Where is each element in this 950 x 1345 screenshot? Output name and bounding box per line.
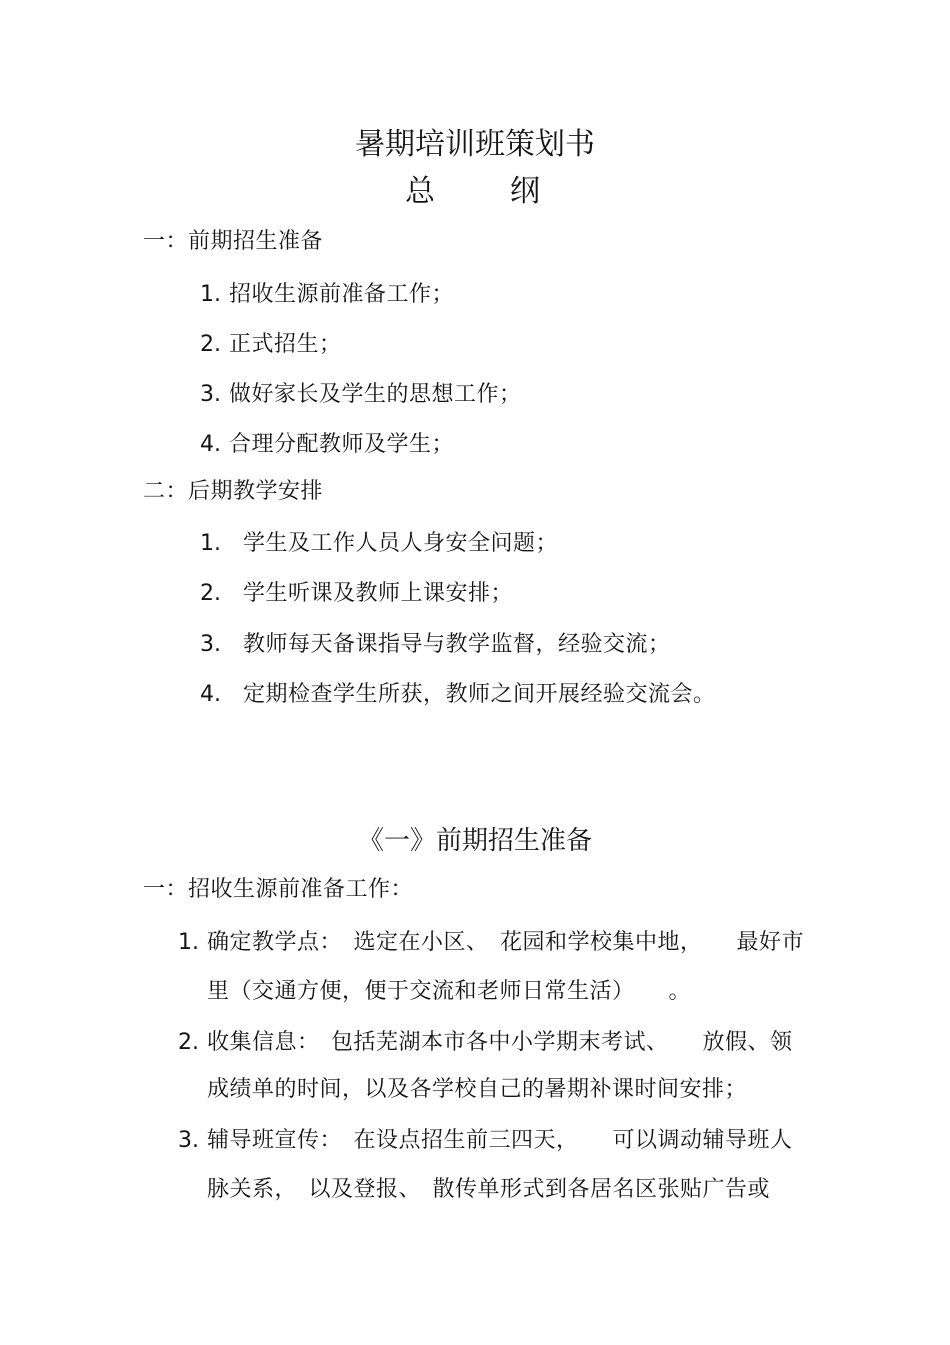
- outline-part2-item-text: 定期检查学生所获，教师之间开展经验交流会。: [243, 682, 716, 707]
- subtitle-char-1: 总: [405, 174, 435, 209]
- outline-part2-item-num: 2.: [200, 581, 221, 606]
- section-title: 《一》前期招生准备: [357, 826, 592, 856]
- section1-item-num: 1.: [178, 930, 199, 955]
- outline-part2-item-text: 学生听课及教师上课安排；: [243, 581, 514, 606]
- section1-item-num: 3.: [178, 1128, 199, 1153]
- document-title: 暑期培训班策划书: [355, 127, 595, 162]
- outline-part2-item-text: 教师每天备课指导与教学监督，经验交流；: [243, 632, 671, 657]
- outline-part2-item-num: 3.: [200, 632, 221, 657]
- outline-part2-item-text: 学生及工作人员人身安全问题；: [243, 531, 559, 556]
- section1-item-num: 2.: [178, 1030, 199, 1055]
- section1-item-line: 成绩单的时间，以及各学校自己的暑期补课时间安排；: [207, 1077, 748, 1102]
- outline-part1-item-num: 2.: [200, 332, 221, 357]
- section1-item-line: 收集信息： 包括芜湖本市各中小学期末考试、 放假、领: [207, 1030, 793, 1055]
- outline-part1-item-num: 4.: [200, 432, 221, 457]
- outline-part1-item-text: 招收生源前准备工作；: [229, 282, 455, 307]
- outline-part1-item-text: 合理分配教师及学生；: [229, 432, 455, 457]
- outline-part1-item-text: 做好家长及学生的思想工作；: [229, 382, 522, 407]
- section1-item-line: 里（交通方便，便于交流和老师日常生活） 。: [207, 979, 692, 1004]
- outline-part1-item-num: 3.: [200, 382, 221, 407]
- section1-heading: 一：招收生源前准备工作：: [143, 877, 414, 902]
- outline-part1-item-num: 1.: [200, 282, 221, 307]
- outline-part1-heading: 一：前期招生准备: [143, 229, 324, 254]
- outline-part1-item-text: 正式招生；: [229, 332, 342, 357]
- outline-part2-item-num: 4.: [200, 682, 221, 707]
- section1-item-line: 辅导班宣传： 在设点招生前三四天， 可以调动辅导班人: [207, 1128, 793, 1153]
- section1-item-line: 脉关系， 以及登报、 散传单形式到各居名区张贴广告或: [207, 1177, 771, 1202]
- subtitle-char-2: 纲: [510, 174, 540, 209]
- section1-item-line: 确定教学点： 选定在小区、 花园和学校集中地， 最好市: [207, 930, 805, 955]
- outline-part2-heading: 二：后期教学安排: [143, 479, 324, 504]
- outline-part2-item-num: 1.: [200, 531, 221, 556]
